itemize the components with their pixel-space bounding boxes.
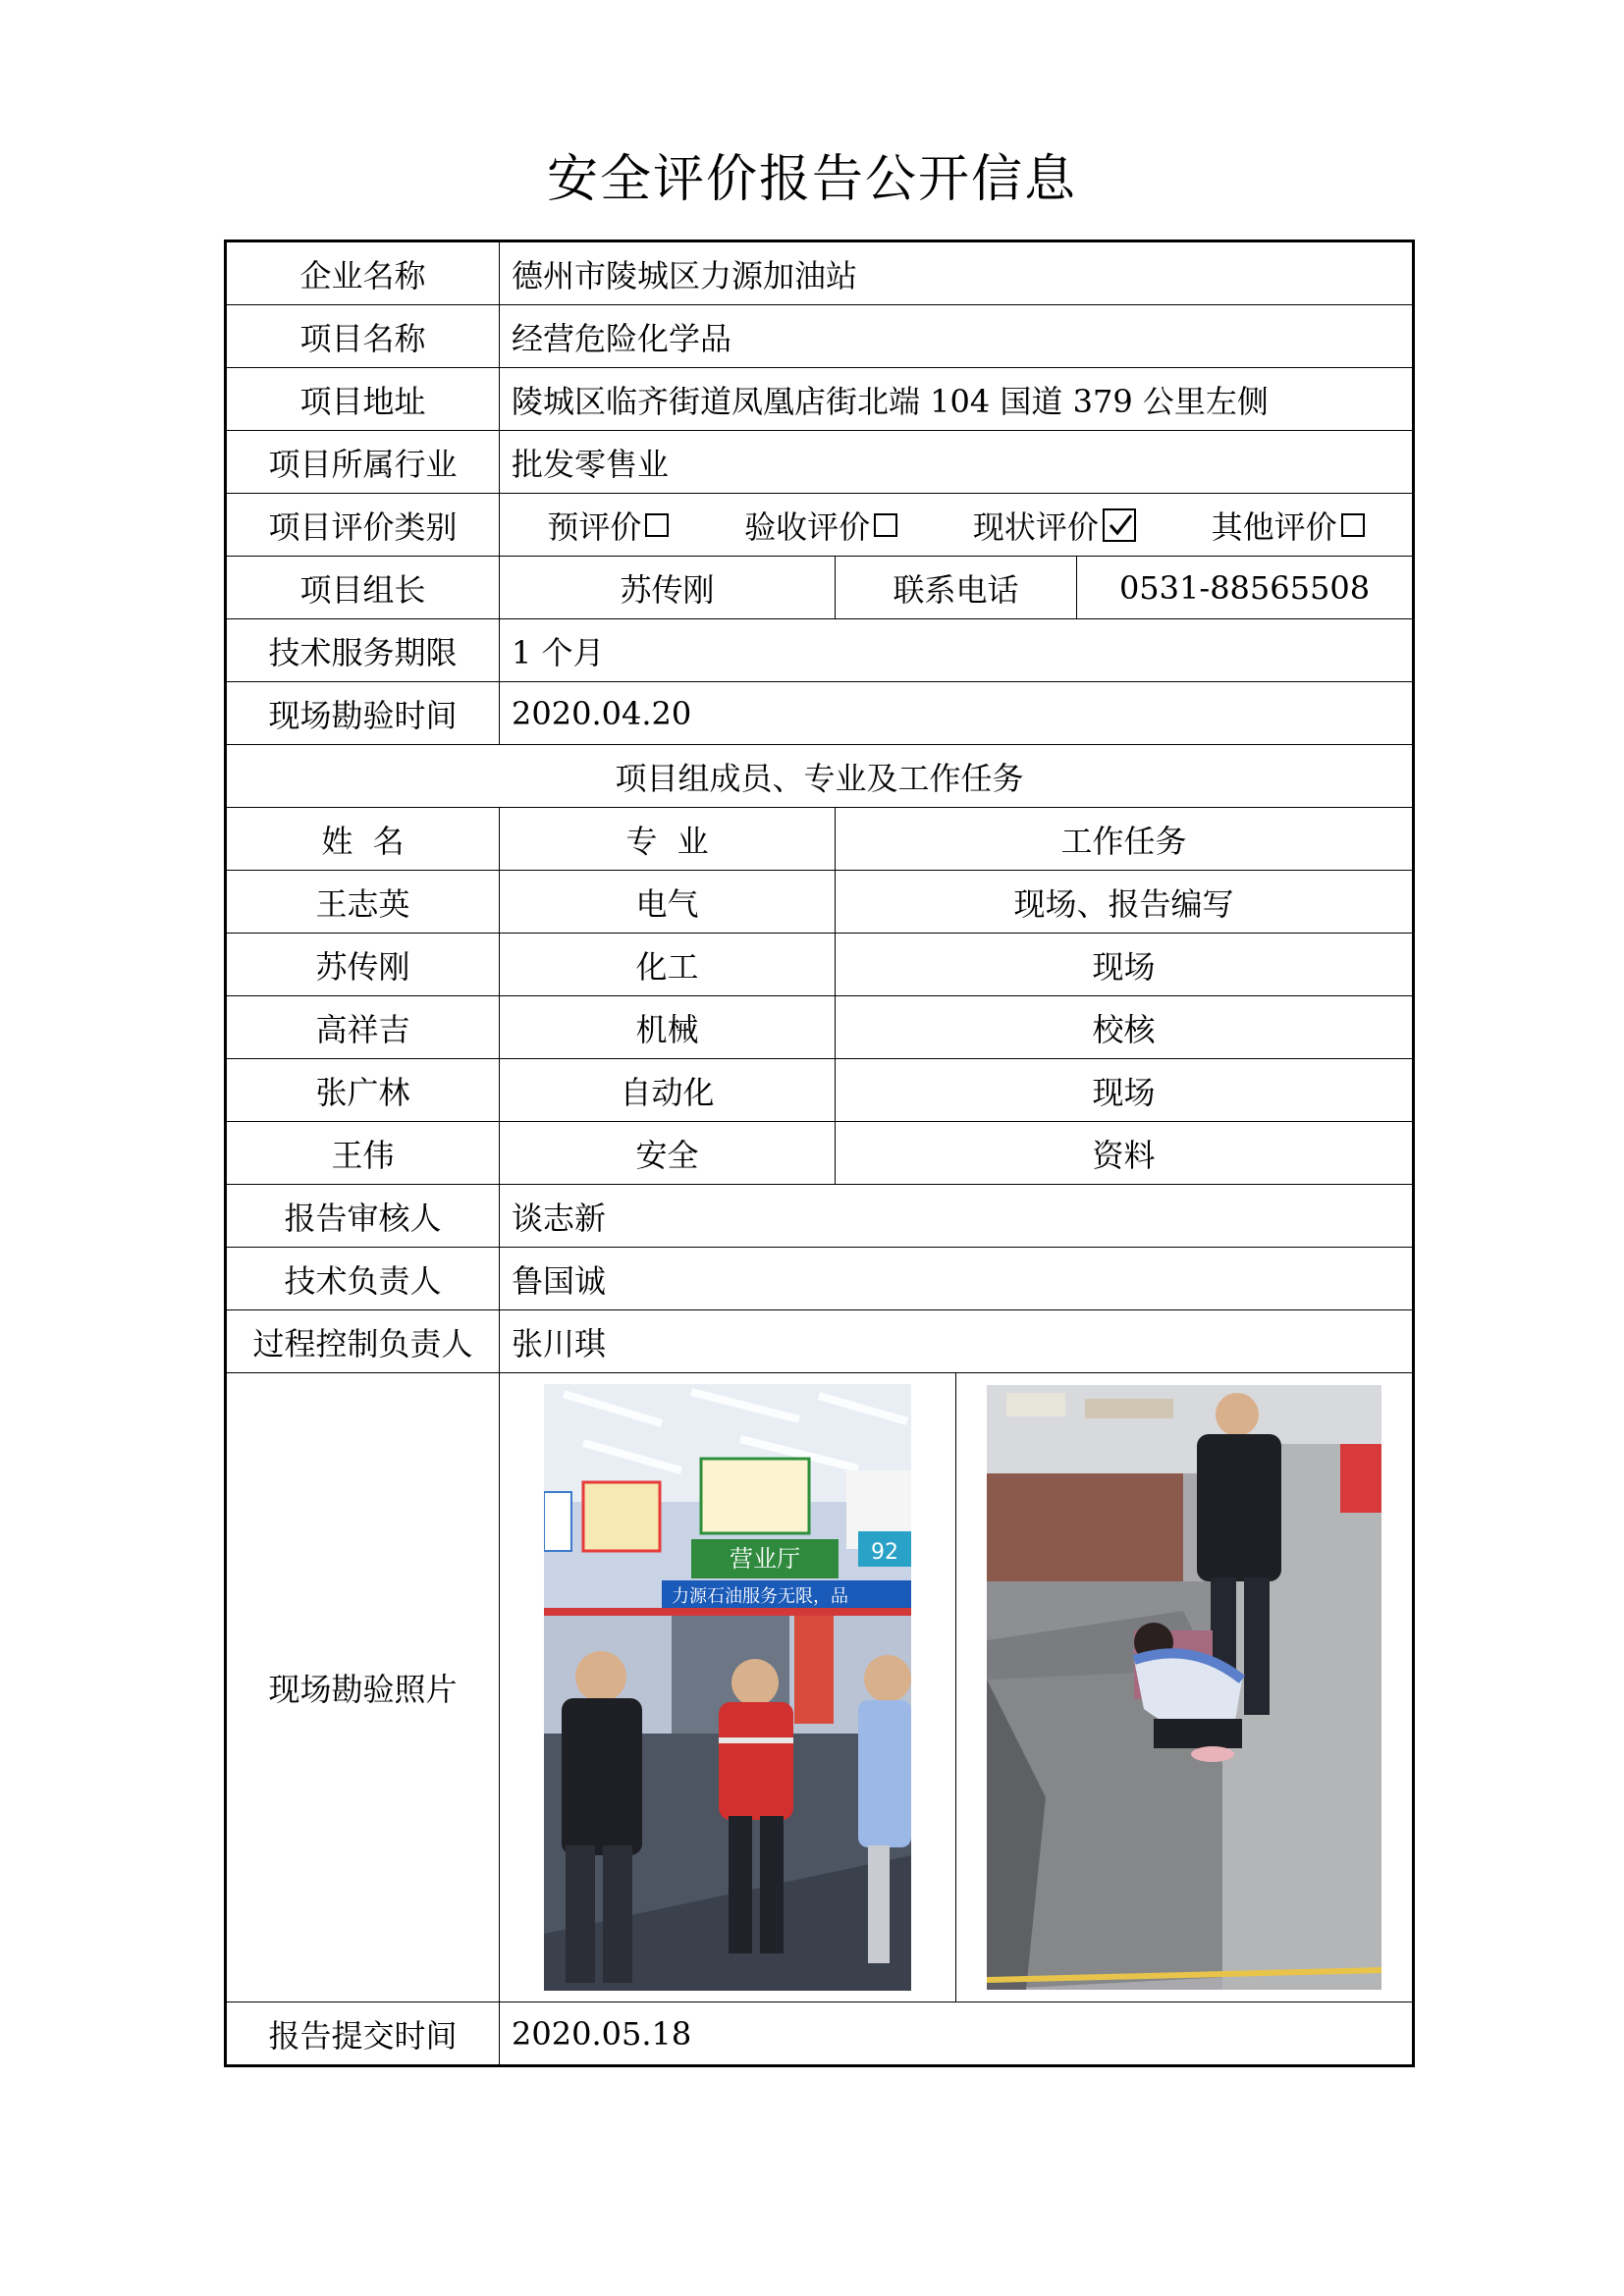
category-option-pre[interactable] — [547, 503, 669, 548]
address-value: 陵城区临齐街道凤凰店街北端 104 国道 379 公里左侧 — [500, 368, 1414, 431]
row-process-lead — [226, 1310, 1414, 1373]
company-label: 企业名称 — [226, 241, 500, 305]
period-label: 技术服务期限 — [226, 619, 500, 682]
row-submit-time — [226, 2002, 1414, 2066]
category-option-other[interactable] — [1212, 503, 1365, 548]
member-task: 现场 — [836, 934, 1414, 996]
site-photo-station-hall — [544, 1384, 911, 1991]
column-major: 专 业 — [500, 808, 836, 871]
row-industry — [226, 431, 1414, 494]
page-title: 安全评价报告公开信息 — [546, 150, 1077, 209]
industry-value: 批发零售业 — [500, 431, 1414, 494]
member-task: 现场、报告编写 — [836, 871, 1414, 934]
category-options — [500, 494, 1414, 557]
column-name: 姓 名 — [226, 808, 500, 871]
row-survey-time — [226, 682, 1414, 745]
site-photo-tank-inspection — [987, 1385, 1381, 1990]
table-row — [226, 1122, 1414, 1185]
photo-sign-slogan: 力源石油服务无限，品 — [672, 1586, 848, 1607]
checkbox-unchecked-icon[interactable] — [645, 513, 669, 537]
members-header: 项目组成员、专业及工作任务 — [226, 745, 1414, 808]
member-name: 王伟 — [226, 1122, 500, 1185]
row-reviewer — [226, 1185, 1414, 1248]
photo-left-panel — [500, 1373, 956, 2002]
member-name: 高祥吉 — [226, 996, 500, 1059]
table-row — [226, 871, 1414, 934]
industry-label: 项目所属行业 — [226, 431, 500, 494]
member-task: 校核 — [836, 996, 1414, 1059]
member-task: 资料 — [836, 1122, 1414, 1185]
address-label: 项目地址 — [226, 368, 500, 431]
period-value: 1 个月 — [500, 619, 1414, 682]
row-category — [226, 494, 1414, 557]
photo-right-panel — [956, 1373, 1412, 2002]
row-project — [226, 305, 1414, 368]
photos-label: 现场勘验照片 — [226, 1373, 500, 2002]
info-table — [224, 240, 1415, 2067]
survey-time-value: 2020.04.20 — [500, 682, 1414, 745]
reviewer-label: 报告审核人 — [226, 1185, 500, 1248]
checkbox-unchecked-icon[interactable] — [1341, 513, 1365, 537]
row-company — [226, 241, 1414, 305]
submit-time-label: 报告提交时间 — [226, 2002, 500, 2066]
member-task: 现场 — [836, 1059, 1414, 1122]
column-task: 工作任务 — [836, 808, 1414, 871]
photos-cell — [500, 1373, 1414, 2002]
reviewer-value: 谈志新 — [500, 1185, 1414, 1248]
row-leader — [226, 557, 1414, 619]
category-option-current[interactable] — [973, 503, 1136, 548]
table-row — [226, 934, 1414, 996]
checkbox-unchecked-icon[interactable] — [874, 513, 897, 537]
member-name: 苏传刚 — [226, 934, 500, 996]
leader-value: 苏传刚 — [500, 557, 836, 619]
category-option-label: 现状评价 — [972, 507, 1099, 546]
tech-lead-label: 技术负责人 — [226, 1248, 500, 1310]
process-lead-label: 过程控制负责人 — [226, 1310, 500, 1373]
table-row — [226, 996, 1414, 1059]
phone-label: 联系电话 — [836, 557, 1077, 619]
row-address — [226, 368, 1414, 431]
row-tech-lead — [226, 1248, 1414, 1310]
submit-time-value: 2020.05.18 — [500, 2002, 1414, 2066]
category-option-label: 预评价 — [547, 507, 642, 546]
member-name: 王志英 — [226, 871, 500, 934]
leader-label: 项目组长 — [226, 557, 500, 619]
member-major: 机械 — [500, 996, 836, 1059]
member-major: 电气 — [500, 871, 836, 934]
row-period — [226, 619, 1414, 682]
process-lead-value: 张川琪 — [500, 1310, 1414, 1373]
company-value: 德州市陵城区力源加油站 — [500, 241, 1414, 305]
photo-sign-hall: 营业厅 — [730, 1545, 800, 1573]
table-row — [226, 1059, 1414, 1122]
category-option-label: 其他评价 — [1211, 507, 1337, 546]
members-columns — [226, 808, 1414, 871]
checkbox-checked-icon[interactable] — [1103, 508, 1136, 542]
member-major: 化工 — [500, 934, 836, 996]
photo-sign-price: 92 — [871, 1540, 898, 1565]
row-members-header — [226, 745, 1414, 808]
member-major: 自动化 — [500, 1059, 836, 1122]
phone-value: 0531-88565508 — [1077, 557, 1414, 619]
project-label: 项目名称 — [226, 305, 500, 368]
tech-lead-value: 鲁国诚 — [500, 1248, 1414, 1310]
survey-time-label: 现场勘验时间 — [226, 682, 500, 745]
category-label: 项目评价类别 — [226, 494, 500, 557]
member-major: 安全 — [500, 1122, 836, 1185]
category-option-acceptance[interactable] — [744, 503, 897, 548]
row-photos — [226, 1373, 1414, 2002]
category-option-label: 验收评价 — [744, 507, 871, 546]
member-name: 张广林 — [226, 1059, 500, 1122]
project-value: 经营危险化学品 — [500, 305, 1414, 368]
